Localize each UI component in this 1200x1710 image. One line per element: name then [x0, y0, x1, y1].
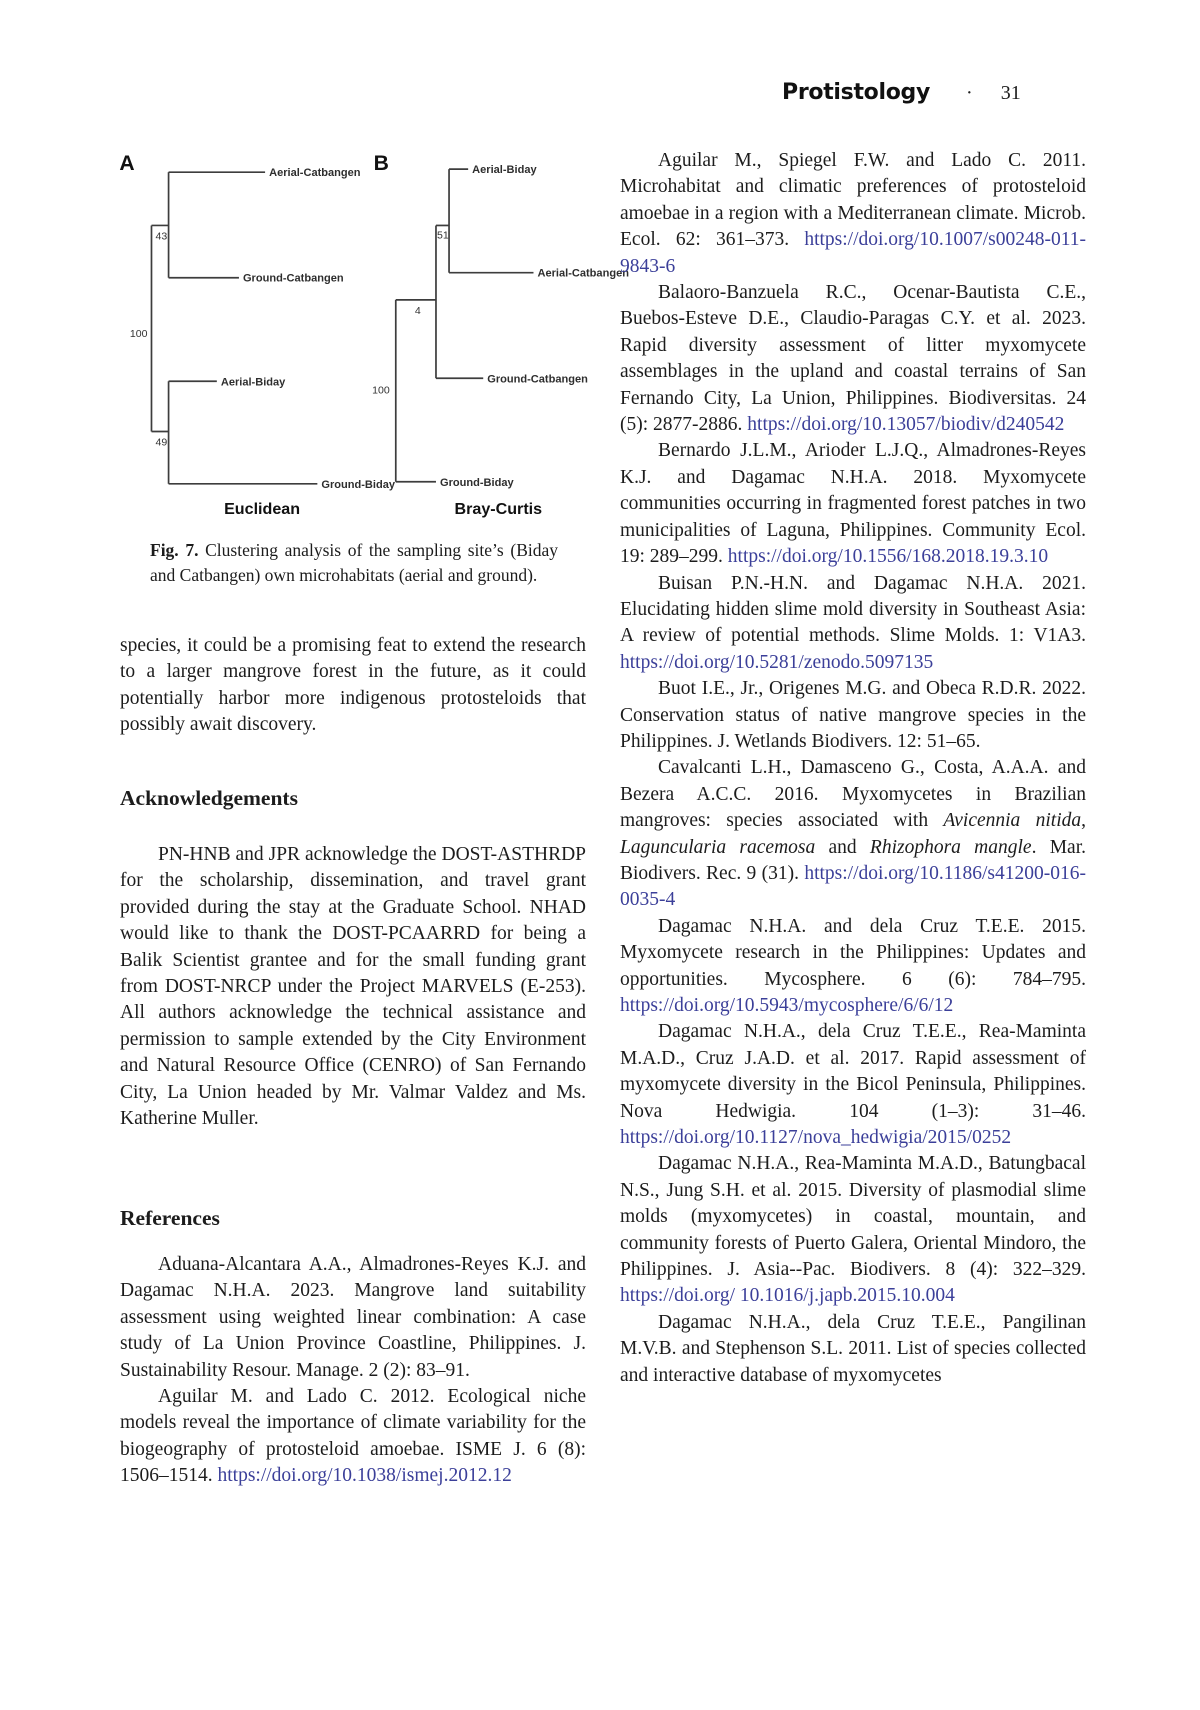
doi-link[interactable]: https://doi.org/10.1038/ismej.2012.12 — [217, 1465, 512, 1487]
doi-link[interactable]: https://doi.org/10.1007/s00248-011-9843-6 — [620, 229, 1086, 277]
dendrogram-leaf-label: Ground-Biday — [439, 476, 514, 489]
reference-entry — [620, 755, 1086, 913]
reference-text: and — [815, 836, 870, 858]
reference-text: Dagamac N.H.A., Rea-Maminta M.A.D., Batungbacal N.S., Jung S.H. et al. 2015. Diversity of plasmodial slime molds (myxomycetes) in coastal, mountain, and community forests of Puerto Galera, Oriental Mindoro, the Philippines. J. Asia--Pac. Biodivers. 8 (4): 322–329. — [620, 1153, 1086, 1281]
support-value: 43 — [155, 230, 168, 243]
body-paragraph: species, it could be a promising feat to extend the research to a larger mangrove forest in the future, as it could potentially harbor more indigenous protosteloids that possibly await discovery. — [120, 635, 586, 735]
reference-text: Aguilar M. and Lado C. 2012. Ecological niche models reveal the importance of climate variability for the biogeography of protosteloid amoebae. ISME J. 6 (8): 1506–1514. — [120, 1386, 586, 1487]
figure-7-dendrograms — [110, 140, 629, 522]
dendrogram-leaf-label: Aerial-Biday — [220, 376, 286, 389]
dendrogram-leaf-label: Ground-Biday — [321, 478, 396, 491]
header-separator-dot: · — [966, 82, 973, 104]
reference-entry — [620, 1151, 1086, 1309]
species-name: Avicennia nitida — [943, 810, 1082, 832]
method-label-bray-curtis: Bray-Curtis — [454, 499, 543, 518]
doi-link[interactable]: https://doi.org/10.13057/biodiv/d240542 — [747, 414, 1065, 436]
doi-link[interactable]: https://doi.org/10.5281/zenodo.5097135 — [620, 651, 934, 673]
reference-text: Bernardo J.L.M., Arioder L.J.Q., Almadrones-Reyes K.J. and Dagamac N.H.A. 2018. Myxomycete communities occurring in fragmented forest patches in two municipalities of Laguna, Philippines. Community Ecol. 19: 289–299. — [620, 440, 1086, 568]
reference-text: Aduana-Alcantara A.A., Almadrones-Reyes K.J. and Dagamac N.H.A. 2023. Mangrove land suitability assessment using weighted linear combination: A case study of La Union Province Coastline, Philippines. J. Sustainability Resour. Manage. 2 (2): 83–91. — [120, 1254, 586, 1381]
support-value: 4 — [414, 304, 421, 317]
method-label-euclidean: Euclidean — [224, 499, 301, 518]
journal-title: Protistology — [782, 80, 931, 105]
reference-entry — [120, 1252, 586, 1384]
species-name: Laguncularia racemosa — [620, 836, 816, 858]
reference-text: Balaoro-Banzuela R.C., Ocenar-Bautista C.E., Buebos-Esteve D.E., Claudio-Paragas C.Y. et al. 2023. Rapid diversity assessment of litter myxomycete assemblages in the upland and coastal terrains of San Fernando City, La Union, Philippines. Biodiversitas. 24 (5): 2877-2886. — [620, 282, 1086, 436]
references-list-left — [120, 1252, 586, 1490]
reference-entry — [620, 914, 1086, 1020]
doi-link[interactable]: https://doi.org/10.1186/s41200-016-0035-4 — [620, 862, 1086, 911]
reference-text: Cavalcanti L.H., Damasceno G., Costa, A.A.A. and Bezera A.C.C. 2016. Myxomycetes in Brazilian mangroves: species associated with — [620, 757, 1086, 832]
dendrogram-leaf-label: Ground-Catbangen — [242, 272, 344, 285]
doi-link[interactable]: https://doi.org/10.1556/168.2018.19.3.10 — [727, 546, 1049, 568]
panel-a-label: A — [119, 152, 135, 176]
figure-caption-label: Fig. 7. — [150, 540, 199, 560]
reference-entry — [620, 148, 1086, 280]
reference-text: , — [1081, 810, 1086, 832]
dendrogram-leaf-label: Aerial-Catbangen — [269, 167, 361, 180]
panel-b-label: B — [373, 152, 389, 176]
species-name: Rhizophora mangle — [869, 836, 1032, 858]
dendrogram-panel-b — [372, 152, 629, 518]
support-value: 49 — [155, 436, 168, 449]
reference-entry — [620, 571, 1086, 677]
reference-entry — [620, 1310, 1086, 1389]
doi-link[interactable]: https://doi.org/10.5943/mycosphere/6/6/12 — [620, 995, 954, 1016]
references-list-right — [620, 148, 1086, 1389]
reference-text: Aguilar M., Spiegel F.W. and Lado C. 2011. Microhabitat and climatic preferences of protosteloid amoebae in a region with a Mediterranean climate. Microb. Ecol. 62: 361–373. — [620, 150, 1086, 251]
doi-link[interactable]: https://doi.org/10.1127/nova_hedwigia/2015/0252 — [620, 1127, 1012, 1149]
acknowledgements-heading: Acknowledgements — [120, 786, 298, 810]
figure-caption-text: Clustering analysis of the sampling site’s (Biday and Catbangen) own microhabitats (aerial and ground). — [150, 540, 558, 585]
reference-text: Buisan P.N.-H.N. and Dagamac N.H.A. 2021. Elucidating hidden slime mold diversity in Southeast Asia: A review of potential methods. Slime Molds. 1: V1A3. — [620, 572, 1086, 647]
page-number: 31 — [1000, 82, 1021, 104]
dendrogram-leaf-label: Aerial-Catbangen — [537, 267, 629, 280]
figure-caption — [150, 538, 558, 587]
reference-entry — [120, 1384, 586, 1490]
reference-text: Dagamac N.H.A., dela Cruz T.E.E., Rea-Maminta M.A.D., Cruz J.A.D. et al. 2017. Rapid assessment of myxomycete diversity in the Bicol Peninsula, Philippines. Nova Hedwigia. 104 (1–3): 31–46. — [620, 1021, 1086, 1122]
dendrogram-leaf-label: Aerial-Biday — [472, 164, 537, 177]
reference-text: . Mar. Biodivers. Rec. 9 (31). — [620, 836, 1086, 884]
dendrogram-leaf-label: Ground-Catbangen — [487, 373, 588, 386]
reference-text: Dagamac N.H.A. and dela Cruz T.E.E. 2015. Myxomycete research in the Philippines: Updates and opportunities. Mycosphere. 6 (6): 784–795. — [620, 915, 1086, 990]
reference-entry — [620, 1019, 1086, 1151]
reference-entry — [620, 438, 1086, 570]
doi-link[interactable]: https://doi.org/ 10.1016/j.japb.2015.10.004 — [620, 1285, 955, 1307]
support-value: 100 — [129, 328, 148, 341]
reference-entry — [620, 676, 1086, 755]
support-value: 51 — [436, 229, 449, 242]
reference-text: Dagamac N.H.A., dela Cruz T.E.E., Pangilinan M.V.B. and Stephenson S.L. 2011. List of species collected and interactive database of myxomycetes — [620, 1311, 1086, 1386]
reference-entry — [620, 280, 1086, 438]
page-header — [782, 80, 1021, 105]
dendrogram-panel-a — [119, 152, 396, 518]
references-heading: References — [120, 1206, 220, 1230]
acknowledgements-text: PN-HNB and JPR acknowledge the DOST-ASTHRDP for the scholarship, dissemination, and travel grant provided during the stay at the Graduate School. NHAD would like to thank the DOST-PCAARRD for being a Balik Scientist grantee and for the small funding grant from DOST-NRCP under the Project MARVELS (E-253). All authors acknowledge the technical assistance and permission to sample extended by the City Environment and Natural Resource Office (CENRO) of San Fernando City, La Union headed by Mr. Valmar Valdez and Ms. Katherine Muller. — [120, 844, 586, 1130]
support-value: 100 — [372, 384, 390, 397]
reference-text: Buot I.E., Jr., Origenes M.G. and Obeca R.D.R. 2022. Conservation status of native mangrove species in the Philippines. J. Wetlands Biodivers. 12: 51–65. — [620, 678, 1086, 752]
